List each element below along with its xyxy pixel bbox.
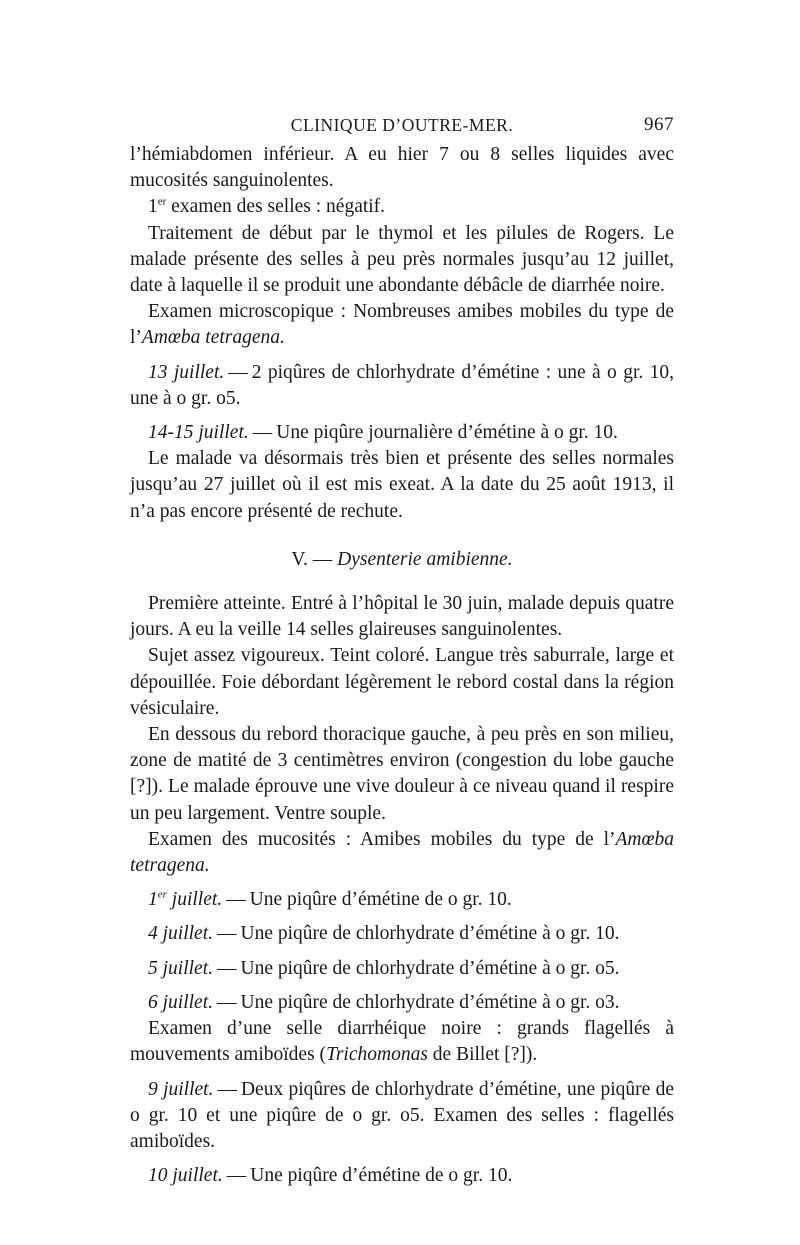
- entry-text: 2 piqûres de chlorhydrate d’émétine : une à o gr. 10, une à o gr. o5.: [130, 361, 674, 409]
- entry-text: Une piqûre de chlorhydrate d’émétine à o gr. 10.: [240, 923, 620, 945]
- book-page: [130, 112, 674, 1189]
- entry-date: 9 juillet.: [148, 1078, 214, 1100]
- paragraph-hemiabdomen: l’hémiabdomen inférieur. A eu hier 7 ou 8 selles liquides avec mucosités sanguinolentes.: [130, 144, 674, 192]
- entry-14-15-juillet: [130, 420, 674, 446]
- paragraph-microscopic-exam: [130, 299, 674, 351]
- entry-date: 10 juillet.: [148, 1165, 223, 1187]
- running-title: CLINIQUE D’OUTRE-MER.: [290, 115, 514, 135]
- paragraph-first-attack: Première atteinte. Entré à l’hôpital le 30 juin, malade depuis quatre jours. A eu la veille 14 selles glaireuses sanguinolentes.: [130, 593, 674, 641]
- entry-5-juillet: [130, 956, 674, 982]
- ordinal-number: 1: [148, 196, 158, 218]
- entry-text: Une piqûre d’émétine de o gr. 10.: [249, 889, 512, 911]
- entry-text: Une piqûre de chlorhydrate d’émétine à o gr. o3.: [240, 991, 620, 1013]
- stool-exam-text: Examen d’une selle diarrhéique noire : grands flagellés à mouvements amiboïdes (: [130, 1018, 674, 1066]
- paragraph-mucosities: [130, 827, 674, 879]
- em-dash: —: [217, 957, 237, 979]
- entry-date-month: juillet.: [166, 889, 223, 911]
- entry-4-juillet: [130, 921, 674, 947]
- em-dash: —: [217, 923, 237, 945]
- entry-text: Une piqûre d’émétine de o gr. 10.: [250, 1165, 513, 1187]
- microscopic-exam-text: Examen microscopique : Nombreuses amibes mobiles du type de l’: [130, 301, 674, 349]
- em-dash: —: [226, 889, 246, 911]
- entry-text: Deux piqûres de chlorhydrate d’émétine, une piqûre de o gr. 10 et une piqûre de o gr. o5. Examen des selles : flagellés amiboïdes.: [130, 1078, 674, 1152]
- paragraph-thoracic: En dessous du rebord thoracique gauche, à peu près en son milieu, zone de matité de 3 centimètres environ (congestion du lobe gauche [?]). Le malade éprouve une vive douleur à ce niveau quand il respire un peu largement. Ventre souple.: [130, 724, 674, 824]
- running-head: [130, 112, 674, 142]
- paragraph-stool-exam: [130, 1016, 674, 1068]
- em-dash: —: [217, 991, 237, 1013]
- em-dash: —: [252, 422, 273, 444]
- entry-9-juillet: [130, 1077, 674, 1156]
- entry-date: 4 juillet.: [148, 923, 213, 945]
- paragraph-treatment: Traitement de début par le thymol et les pilules de Rogers. Le malade présente des selles à peu près normales jusqu’au 12 juillet, date à laquelle il se produit une abondante débâcle de diarrhée noire.: [130, 222, 674, 297]
- entry-date: 14-15 juillet.: [148, 422, 249, 444]
- section-number: V. —: [291, 548, 333, 570]
- em-dash: —: [217, 1078, 237, 1100]
- page-number: 967: [644, 114, 674, 135]
- section-title: Dysenterie amibienne.: [337, 548, 513, 570]
- entry-1-juillet: [130, 887, 674, 913]
- entry-text: Une piqûre de chlorhydrate d’émétine à o gr. o5.: [240, 957, 620, 979]
- ordinal-suffix: er: [157, 888, 167, 901]
- ordinal-suffix: er: [157, 195, 167, 208]
- entry-text: Une piqûre journalière d’émétine à o gr. 10.: [276, 422, 618, 444]
- species-name: Amœba tetragena.: [141, 327, 285, 349]
- entry-date: [148, 889, 222, 910]
- species-name: Trichomonas: [326, 1044, 428, 1066]
- em-dash: —: [226, 1165, 247, 1187]
- em-dash: —: [228, 361, 248, 383]
- paragraph-subject: Sujet assez vigoureux. Teint coloré. Langue très saburrale, large et dépouillée. Foie débordant légèrement le rebord costal dans la région vésiculaire.: [130, 645, 674, 719]
- entry-date: 6 juillet.: [148, 991, 213, 1013]
- entry-13-juillet: [130, 360, 674, 412]
- entry-6-juillet: [130, 990, 674, 1016]
- section-heading: [130, 547, 674, 573]
- paragraph-first-exam: [130, 194, 674, 220]
- species-name: Amœba tetragena.: [130, 828, 674, 877]
- entry-date: 5 juillet.: [148, 957, 213, 979]
- entry-date: 13 juillet.: [148, 361, 225, 383]
- first-exam-text: examen des selles : négatif.: [166, 196, 386, 218]
- entry-10-juillet: [130, 1163, 674, 1189]
- paragraph-outcome: Le malade va désormais très bien et présente des selles normales jusqu’au 27 juillet où il est mis exeat. A la date du 25 août 1913, il n’a pas encore présenté de rechute.: [130, 448, 674, 522]
- ordinal-number: 1: [148, 889, 158, 911]
- stool-exam-text-end: de Billet [?]).: [427, 1044, 538, 1066]
- mucosities-text: Examen des mucosités : Amibes mobiles du type de l’: [148, 828, 616, 850]
